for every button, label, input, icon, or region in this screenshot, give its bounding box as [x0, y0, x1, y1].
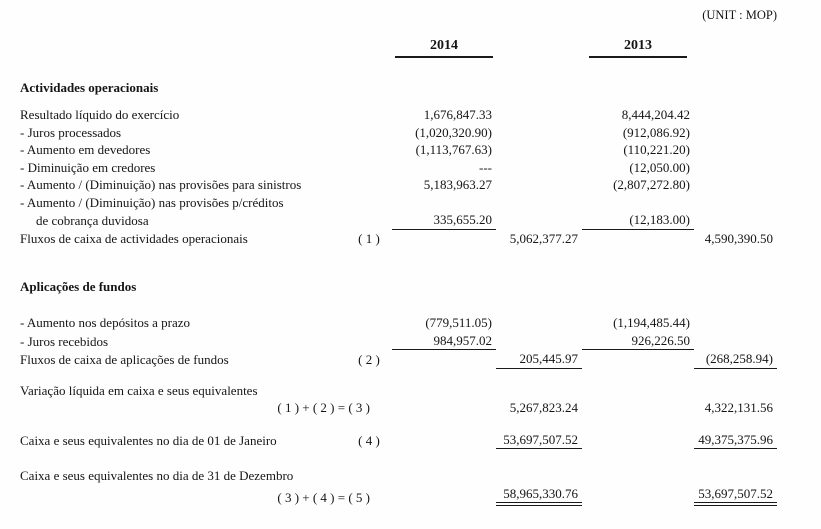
unit-label: (UNIT : MOP): [702, 8, 777, 22]
column-header-2013: 2013: [589, 38, 687, 58]
statement-formula-row: [20, 399, 777, 417]
value-2013-sub: 8,444,204.42: [621, 107, 690, 122]
value-2014-sub: (1,020,320.90): [415, 124, 492, 140]
row-label: - Juros recebidos: [20, 333, 109, 349]
row-label: Fluxos de caixa de aplicações de fundos: [20, 352, 229, 367]
ref-code: ( 1 ): [358, 230, 380, 246]
statement-row: [20, 211, 777, 230]
statement-row: [20, 382, 777, 400]
row-label: - Diminuição em credores: [20, 159, 156, 175]
row-label: Resultado líquido do exercício: [20, 107, 180, 122]
value-2014-total: 53,697,507.52: [496, 431, 582, 450]
statement-row: [20, 176, 777, 194]
value-2014-sub: (1,113,767.63): [415, 142, 492, 157]
statement-row: [20, 141, 777, 159]
row-label: de cobrança duvidosa: [36, 213, 149, 228]
value-2013-sub: 926,226.50: [582, 332, 694, 351]
statement-row: [20, 124, 777, 142]
statement-formula-row: [20, 485, 777, 507]
column-header-2014: 2014: [395, 38, 493, 58]
ref-code: ( 4 ): [358, 432, 380, 448]
row-label: Variação líquida em caixa e seus equivalentes: [20, 382, 258, 398]
value-2014-total: 5,062,377.27: [509, 230, 578, 246]
section-heading-funds: Aplicações de fundos: [20, 279, 137, 294]
statement-row: [20, 467, 777, 485]
statement-row: [20, 194, 777, 212]
statement-total-row: [20, 230, 777, 248]
value-2014-sub: 984,957.02: [392, 332, 496, 351]
statement-row: [20, 159, 777, 177]
formula-code: ( 1 ) + ( 2 ) = ( 3 ): [277, 400, 370, 415]
year-column-headers: [20, 38, 777, 58]
value-2014-sub: 1,676,847.33: [423, 107, 492, 122]
row-label: - Aumento / (Diminuição) nas provisões para sinistros: [20, 177, 302, 192]
value-2013-sub: (110,221.20): [623, 142, 690, 157]
ref-code: ( 2 ): [358, 352, 380, 367]
value-2014-total: 58,965,330.76: [496, 485, 582, 507]
value-2013-sub: (2,807,272.80): [613, 177, 690, 192]
row-label: - Juros processados: [20, 124, 122, 140]
statement-total-row: [20, 350, 777, 369]
statement-row: [20, 332, 777, 351]
value-2013-total: 4,590,390.50: [704, 230, 773, 246]
value-2014-sub: ---: [479, 159, 492, 175]
value-2013-sub: (12,050.00): [629, 159, 690, 175]
row-label: Caixa e seus equivalentes no dia de 01 de Janeiro: [20, 432, 277, 448]
value-2014-sub: 5,183,963.27: [423, 177, 492, 192]
value-2013-sub: (912,086.92): [622, 124, 690, 140]
row-label: Caixa e seus equivalentes no dia de 31 de Dezembro: [20, 468, 294, 483]
value-2013-total: 4,322,131.56: [704, 400, 773, 415]
value-2013-sub: (1,194,485.44): [613, 315, 690, 330]
row-label: Fluxos de caixa de actividades operacionais: [20, 230, 248, 246]
section-heading-operating: Actividades operacionais: [20, 80, 159, 95]
row-label: - Aumento nos depósitos a prazo: [20, 315, 191, 330]
value-2014-sub: (779,511.05): [425, 315, 492, 330]
row-label: - Aumento / (Diminuição) nas provisões p/créditos: [20, 194, 284, 210]
row-label: - Aumento em devedores: [20, 142, 151, 157]
value-2014-total: 205,445.97: [496, 350, 582, 369]
value-2014-sub: 335,655.20: [392, 211, 496, 230]
statement-row: [20, 314, 777, 332]
value-2013-total: 53,697,507.52: [694, 485, 777, 507]
value-2014-total: 5,267,823.24: [509, 400, 578, 415]
statement-total-row: [20, 431, 777, 450]
statement-row: [20, 106, 777, 124]
formula-code: ( 3 ) + ( 4 ) = ( 5 ): [277, 489, 370, 505]
value-2013-total: 49,375,375.96: [694, 431, 777, 450]
value-2013-sub: (12,183.00): [582, 211, 694, 230]
value-2013-total: (268,258.94): [694, 350, 777, 369]
